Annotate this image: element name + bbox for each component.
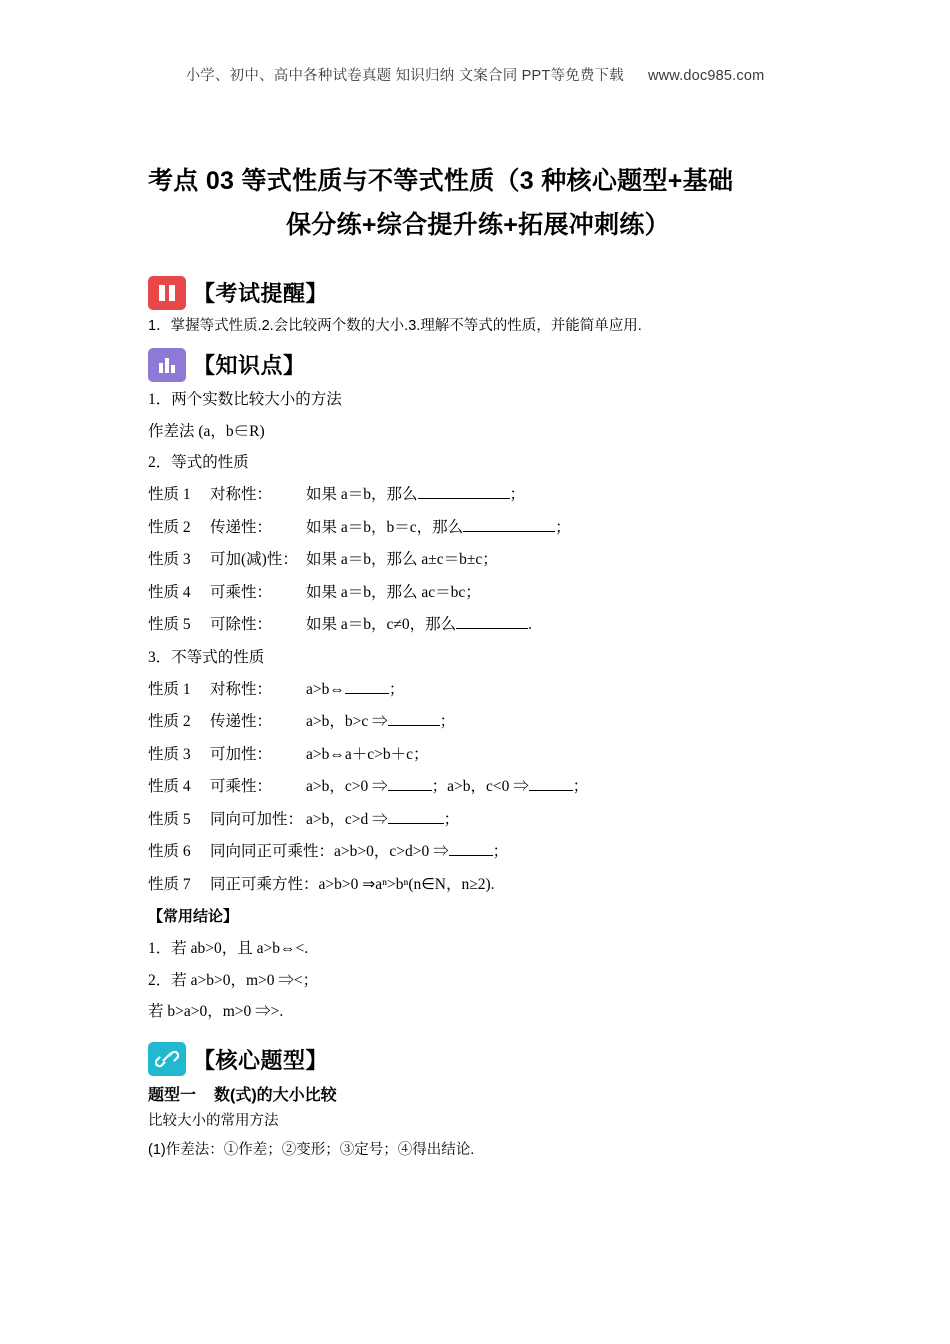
property-name: 性质 4 <box>148 583 191 601</box>
bar-chart-icon <box>148 348 186 382</box>
conclusion-item: 2．若 a>b>0，m>0 ⇒<； <box>148 971 319 989</box>
property-text: a>b>0 ⇒aⁿ>bⁿ(n∈N，n≥2). <box>318 875 495 893</box>
header-site-url: www.doc985.com <box>647 68 765 84</box>
answer-blank <box>388 710 440 726</box>
equality-property-row <box>148 544 808 577</box>
section-exam-reminder-heading <box>148 276 808 310</box>
knowledge-item1-title: 1．两个实数比较大小的方法 <box>148 390 342 408</box>
inequality-property-row <box>148 706 808 739</box>
property-type: 传递性： <box>210 518 273 536</box>
property-type: 可加性： <box>210 745 273 763</box>
property-type: 可加(减)性： <box>210 551 298 569</box>
property-type: 同向同正可乘性： <box>210 843 335 861</box>
header-note-text: 小学、初中、高中各种试卷真题 知识归纳 文案合同 PPT等免费下载 <box>185 68 624 84</box>
inequality-property-row <box>148 869 808 902</box>
inequality-property-row <box>148 804 808 837</box>
inequality-property-row <box>148 674 808 707</box>
section-exam-reminder-label: 【考试提醒】 <box>193 281 329 306</box>
property-name: 性质 6 <box>148 843 191 861</box>
page-title <box>148 160 808 248</box>
question-type-1-body: (1)作差法：①作差；②变形；③定号；④得出结论. <box>148 1142 475 1159</box>
property-type: 同正可乘方性： <box>210 875 319 893</box>
property-tail: ； <box>492 843 509 861</box>
property-text: a>b，c>d ⇒ <box>306 810 388 828</box>
answer-blank <box>388 808 444 824</box>
answer-blank <box>345 678 389 694</box>
section-knowledge-label: 【知识点】 <box>193 353 306 379</box>
question-type-1-title: 数(式)的大小比较 <box>214 1087 337 1105</box>
property-name: 性质 3 <box>148 551 191 569</box>
document-content <box>148 160 808 1165</box>
property-text: 如果 a＝b，b＝c，那么 <box>306 518 464 536</box>
question-type-1-heading <box>148 1082 808 1105</box>
answer-blank <box>456 614 528 630</box>
header-watermark <box>0 64 950 85</box>
inequality-property-row <box>148 836 808 869</box>
answer-blank <box>418 483 510 499</box>
property-text: a>b⇔ <box>306 680 345 698</box>
property-tail: ；a>b，c<0 ⇒ <box>431 778 529 796</box>
property-text: a>b，b>c ⇒ <box>306 713 388 731</box>
answer-blank <box>529 775 573 791</box>
property-type: 传递性： <box>210 713 273 731</box>
property-name: 性质 2 <box>148 713 191 731</box>
property-name: 性质 3 <box>148 745 191 763</box>
property-name: 性质 7 <box>148 875 191 893</box>
page-title-line1: 考点 03 等式性质与不等式性质（3 种核心题型+基础 <box>148 167 734 195</box>
property-type: 可乘性： <box>210 583 273 601</box>
property-text: 如果 a＝b，那么 ac＝bc； <box>306 583 481 601</box>
property-name: 性质 5 <box>148 616 191 634</box>
property-type: 对称性： <box>210 486 273 504</box>
property-name: 性质 1 <box>148 680 191 698</box>
property-type: 可除性： <box>210 616 273 634</box>
section-core-types-label: 【核心题型】 <box>193 1047 329 1073</box>
property-tail: ； <box>439 713 456 731</box>
property-tail: ； <box>443 810 460 828</box>
equality-property-row <box>148 609 808 642</box>
property-type: 同向可加性： <box>210 810 304 828</box>
property-text: 如果 a＝b，c≠0，那么 <box>306 616 457 634</box>
property-tail: ； <box>555 518 571 536</box>
property-tail2: ； <box>572 778 589 796</box>
property-text: a>b⇔a＋c>b＋c； <box>306 745 429 763</box>
property-tail: . <box>528 616 533 634</box>
property-type: 可乘性： <box>210 778 273 796</box>
inequality-property-row <box>148 739 808 772</box>
answer-blank <box>449 841 493 857</box>
section-knowledge-heading <box>148 348 808 382</box>
property-text: a>b>0，c>d>0 ⇒ <box>334 843 449 861</box>
equality-property-row <box>148 577 808 610</box>
property-tail: ； <box>509 486 526 504</box>
property-name: 性质 1 <box>148 486 191 504</box>
answer-blank <box>388 775 432 791</box>
equality-property-row <box>148 512 808 545</box>
conclusion-item: 1．若 ab>0，且 a>b⇔<. <box>148 939 309 957</box>
property-text: a>b，c>0 ⇒ <box>306 778 388 796</box>
inequality-property-row <box>148 771 808 804</box>
equality-property-row <box>148 479 808 512</box>
section-core-types-heading <box>148 1042 808 1076</box>
question-type-1-label: 题型一 <box>148 1087 197 1105</box>
property-name: 性质 2 <box>148 518 191 536</box>
page-title-line2: 保分练+综合提升练+拓展冲刺练） <box>285 210 670 239</box>
property-type: 对称性： <box>210 680 273 698</box>
common-conclusions-title: 【常用结论】 <box>148 908 239 926</box>
pause-bars-icon <box>148 276 186 310</box>
property-text: 如果 a＝b，那么 <box>306 486 418 504</box>
property-text: 如果 a＝b，那么 a±c＝b±c； <box>306 551 498 569</box>
conclusion-item: 若 b>a>0，m>0 ⇒>. <box>148 1003 284 1021</box>
link-chain-icon <box>148 1042 186 1076</box>
property-tail: ； <box>388 680 405 698</box>
knowledge-item1-body: 作差法 (a，b∈R) <box>148 422 265 440</box>
answer-blank <box>463 516 555 532</box>
property-name: 性质 5 <box>148 810 191 828</box>
knowledge-item3-title: 3．不等式的性质 <box>148 648 265 666</box>
exam-reminder-body: 1．掌握等式性质.2.会比较两个数的大小.3.理解不等式的性质，并能简单应用. <box>148 317 642 334</box>
question-type-1-subtitle: 比较大小的常用方法 <box>148 1113 279 1130</box>
knowledge-item2-title: 2．等式的性质 <box>148 454 249 472</box>
property-name: 性质 4 <box>148 778 191 796</box>
